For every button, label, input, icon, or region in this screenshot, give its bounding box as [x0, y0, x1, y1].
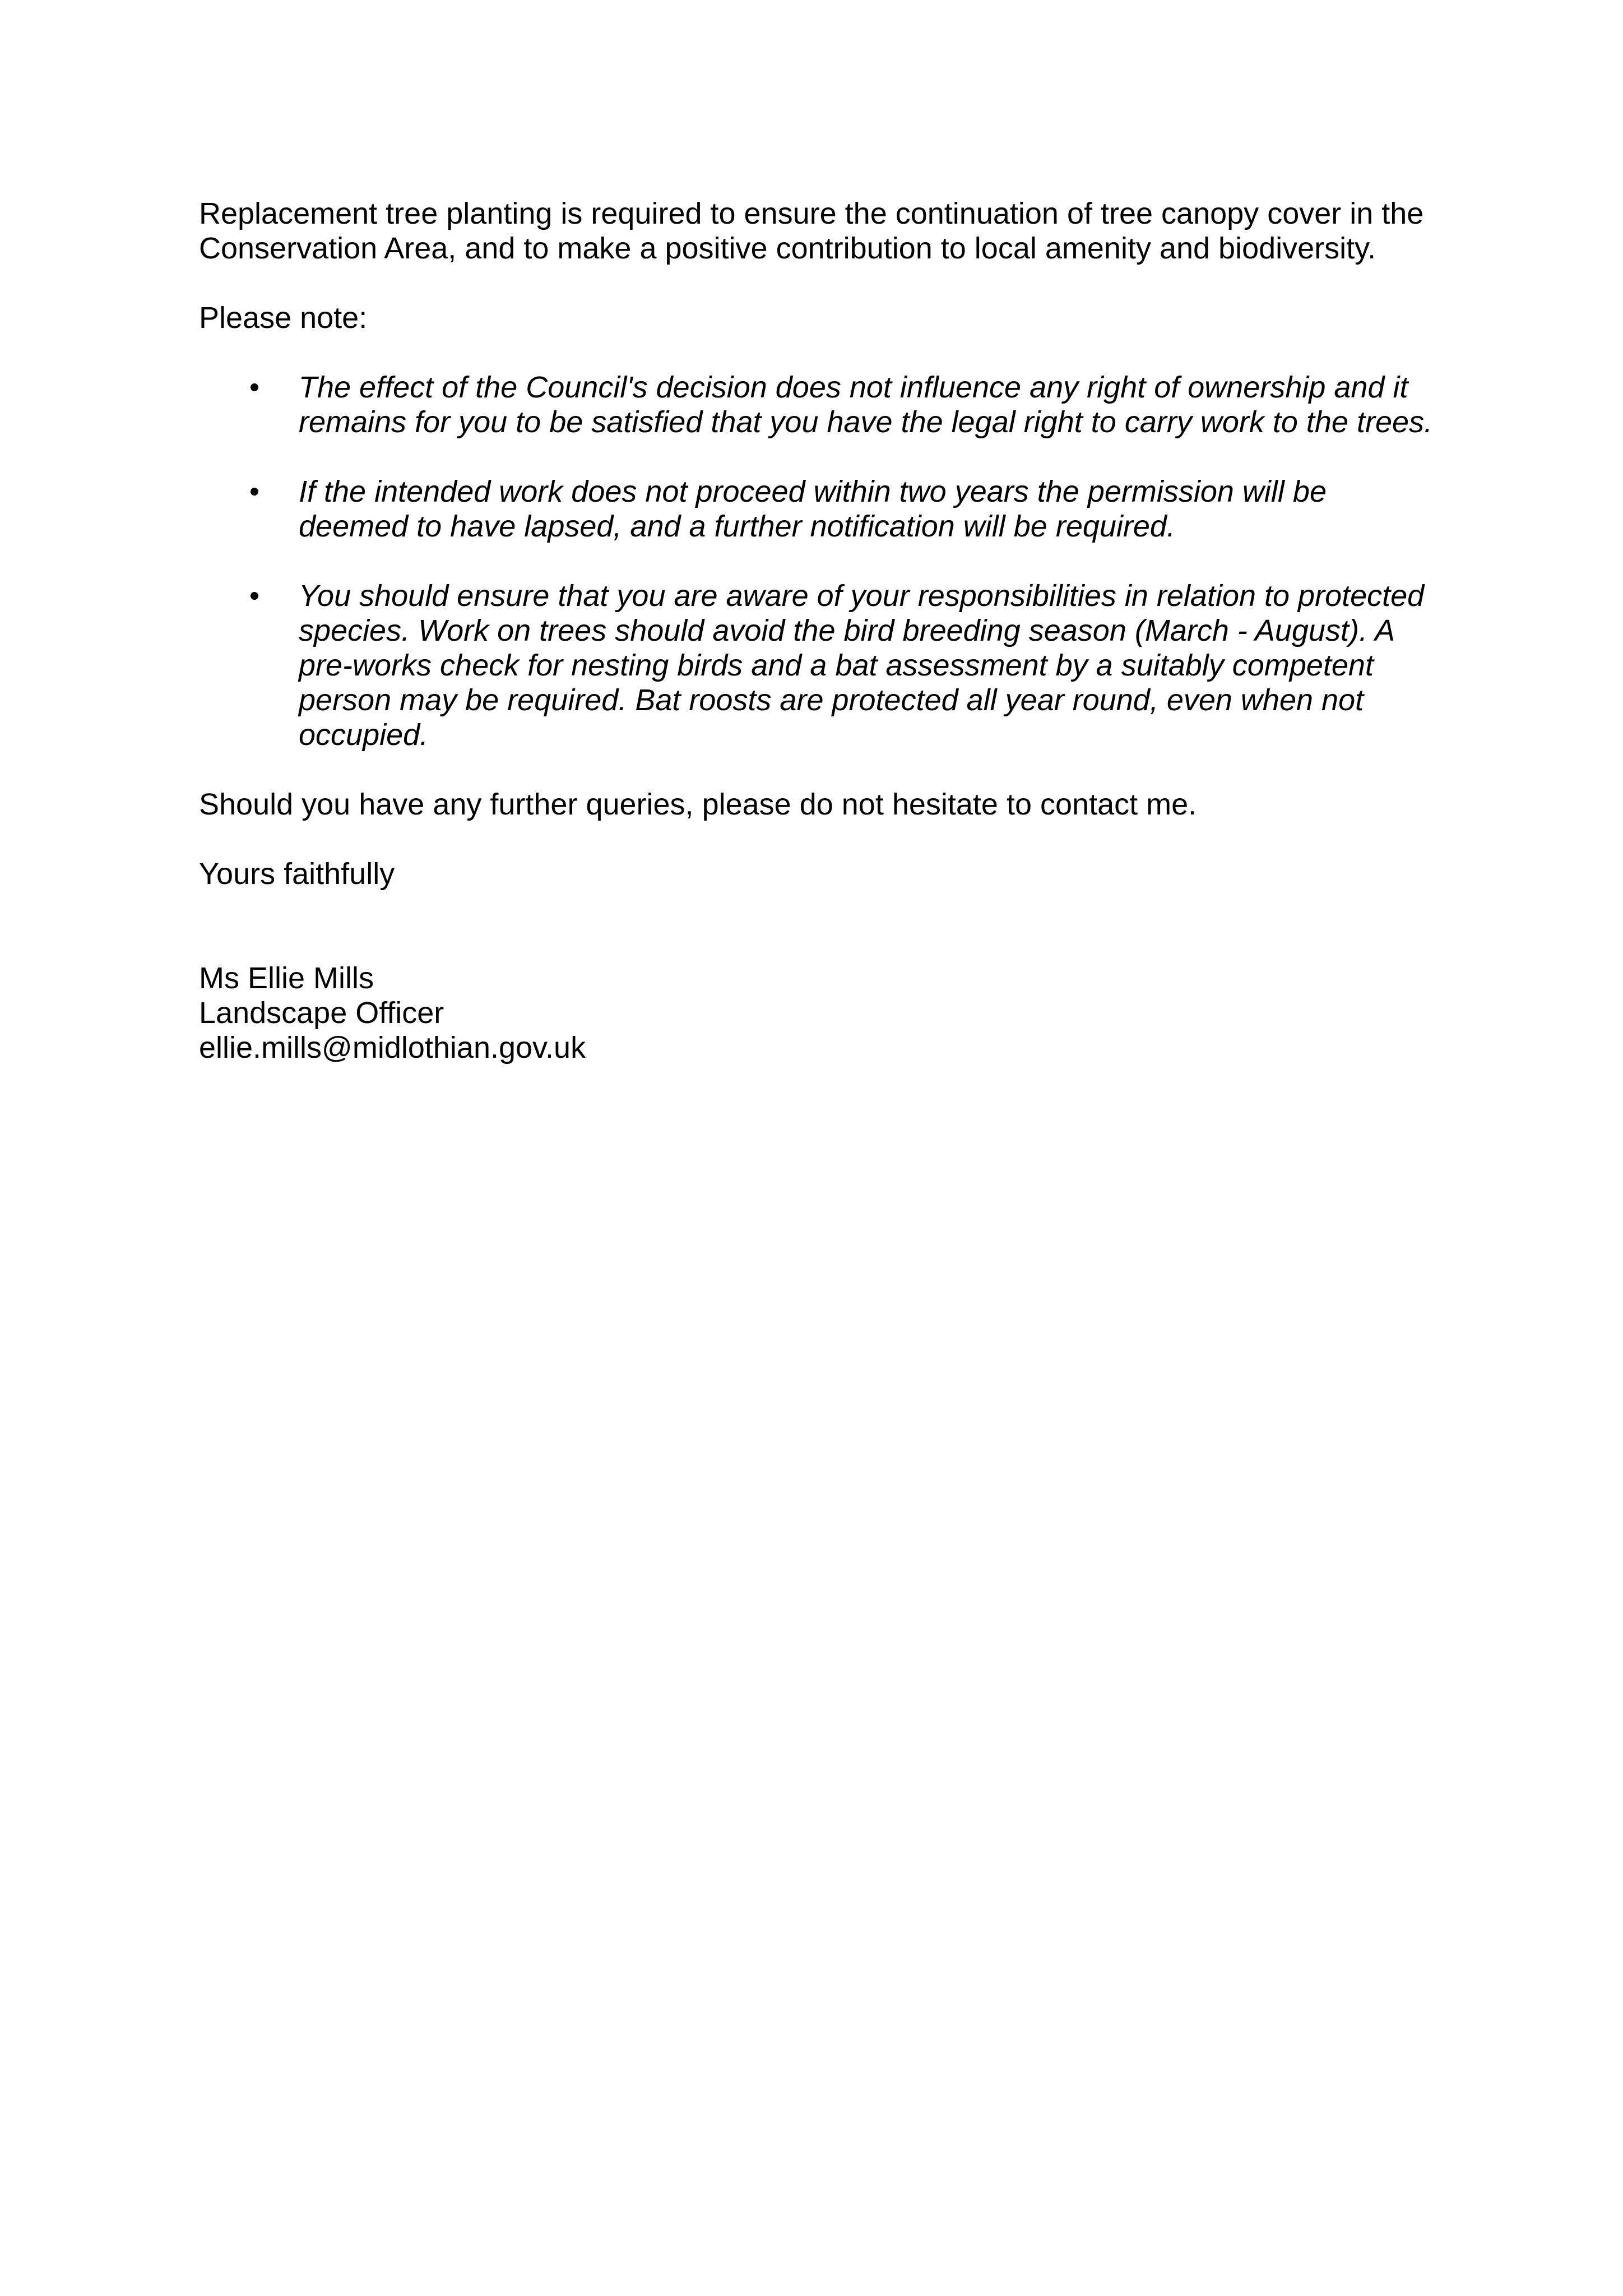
signatory-name: Ms Ellie Mills: [199, 961, 374, 995]
note-text: The effect of the Council's decision does not influence any right of ownership and it remains for you to be satisfied that you have the legal right to carry work to the trees.: [299, 371, 1433, 439]
signatory-title: Landscape Officer: [199, 996, 444, 1030]
signature-block: [199, 961, 1454, 1065]
sign-off: Yours faithfully: [199, 857, 395, 891]
closing-query: Should you have any further queries, please do not hesitate to contact me.: [199, 788, 1197, 821]
bullet-icon: [251, 592, 258, 600]
letter-page: [199, 196, 1454, 1065]
signatory-email: ellie.mills@midlothian.gov.uk: [199, 1031, 586, 1064]
list-item: [199, 370, 1454, 439]
notes-list: [199, 370, 1454, 752]
note-heading: Please note:: [199, 301, 368, 335]
note-text: You should ensure that you are aware of your responsibilities in relation to protected species. Work on trees should avoid the bird breeding season (March - August). A pre-works check for nesting birds and a bat assessment by a suitably competent person may be required. Bat roosts are protected all year round, even when not occupied.: [299, 579, 1425, 752]
note-text: If the intended work does not proceed within two years the permission will be deemed to have lapsed, and a further notification will be required.: [299, 475, 1327, 543]
list-item: [199, 474, 1454, 544]
intro-paragraph: Replacement tree planting is required to ensure the continuation of tree canopy cover in the Conservation Area, and to make a positive contribution to local amenity and biodiversity.: [199, 197, 1424, 265]
bullet-icon: [251, 383, 258, 391]
list-item: [199, 578, 1454, 752]
bullet-icon: [251, 488, 258, 496]
